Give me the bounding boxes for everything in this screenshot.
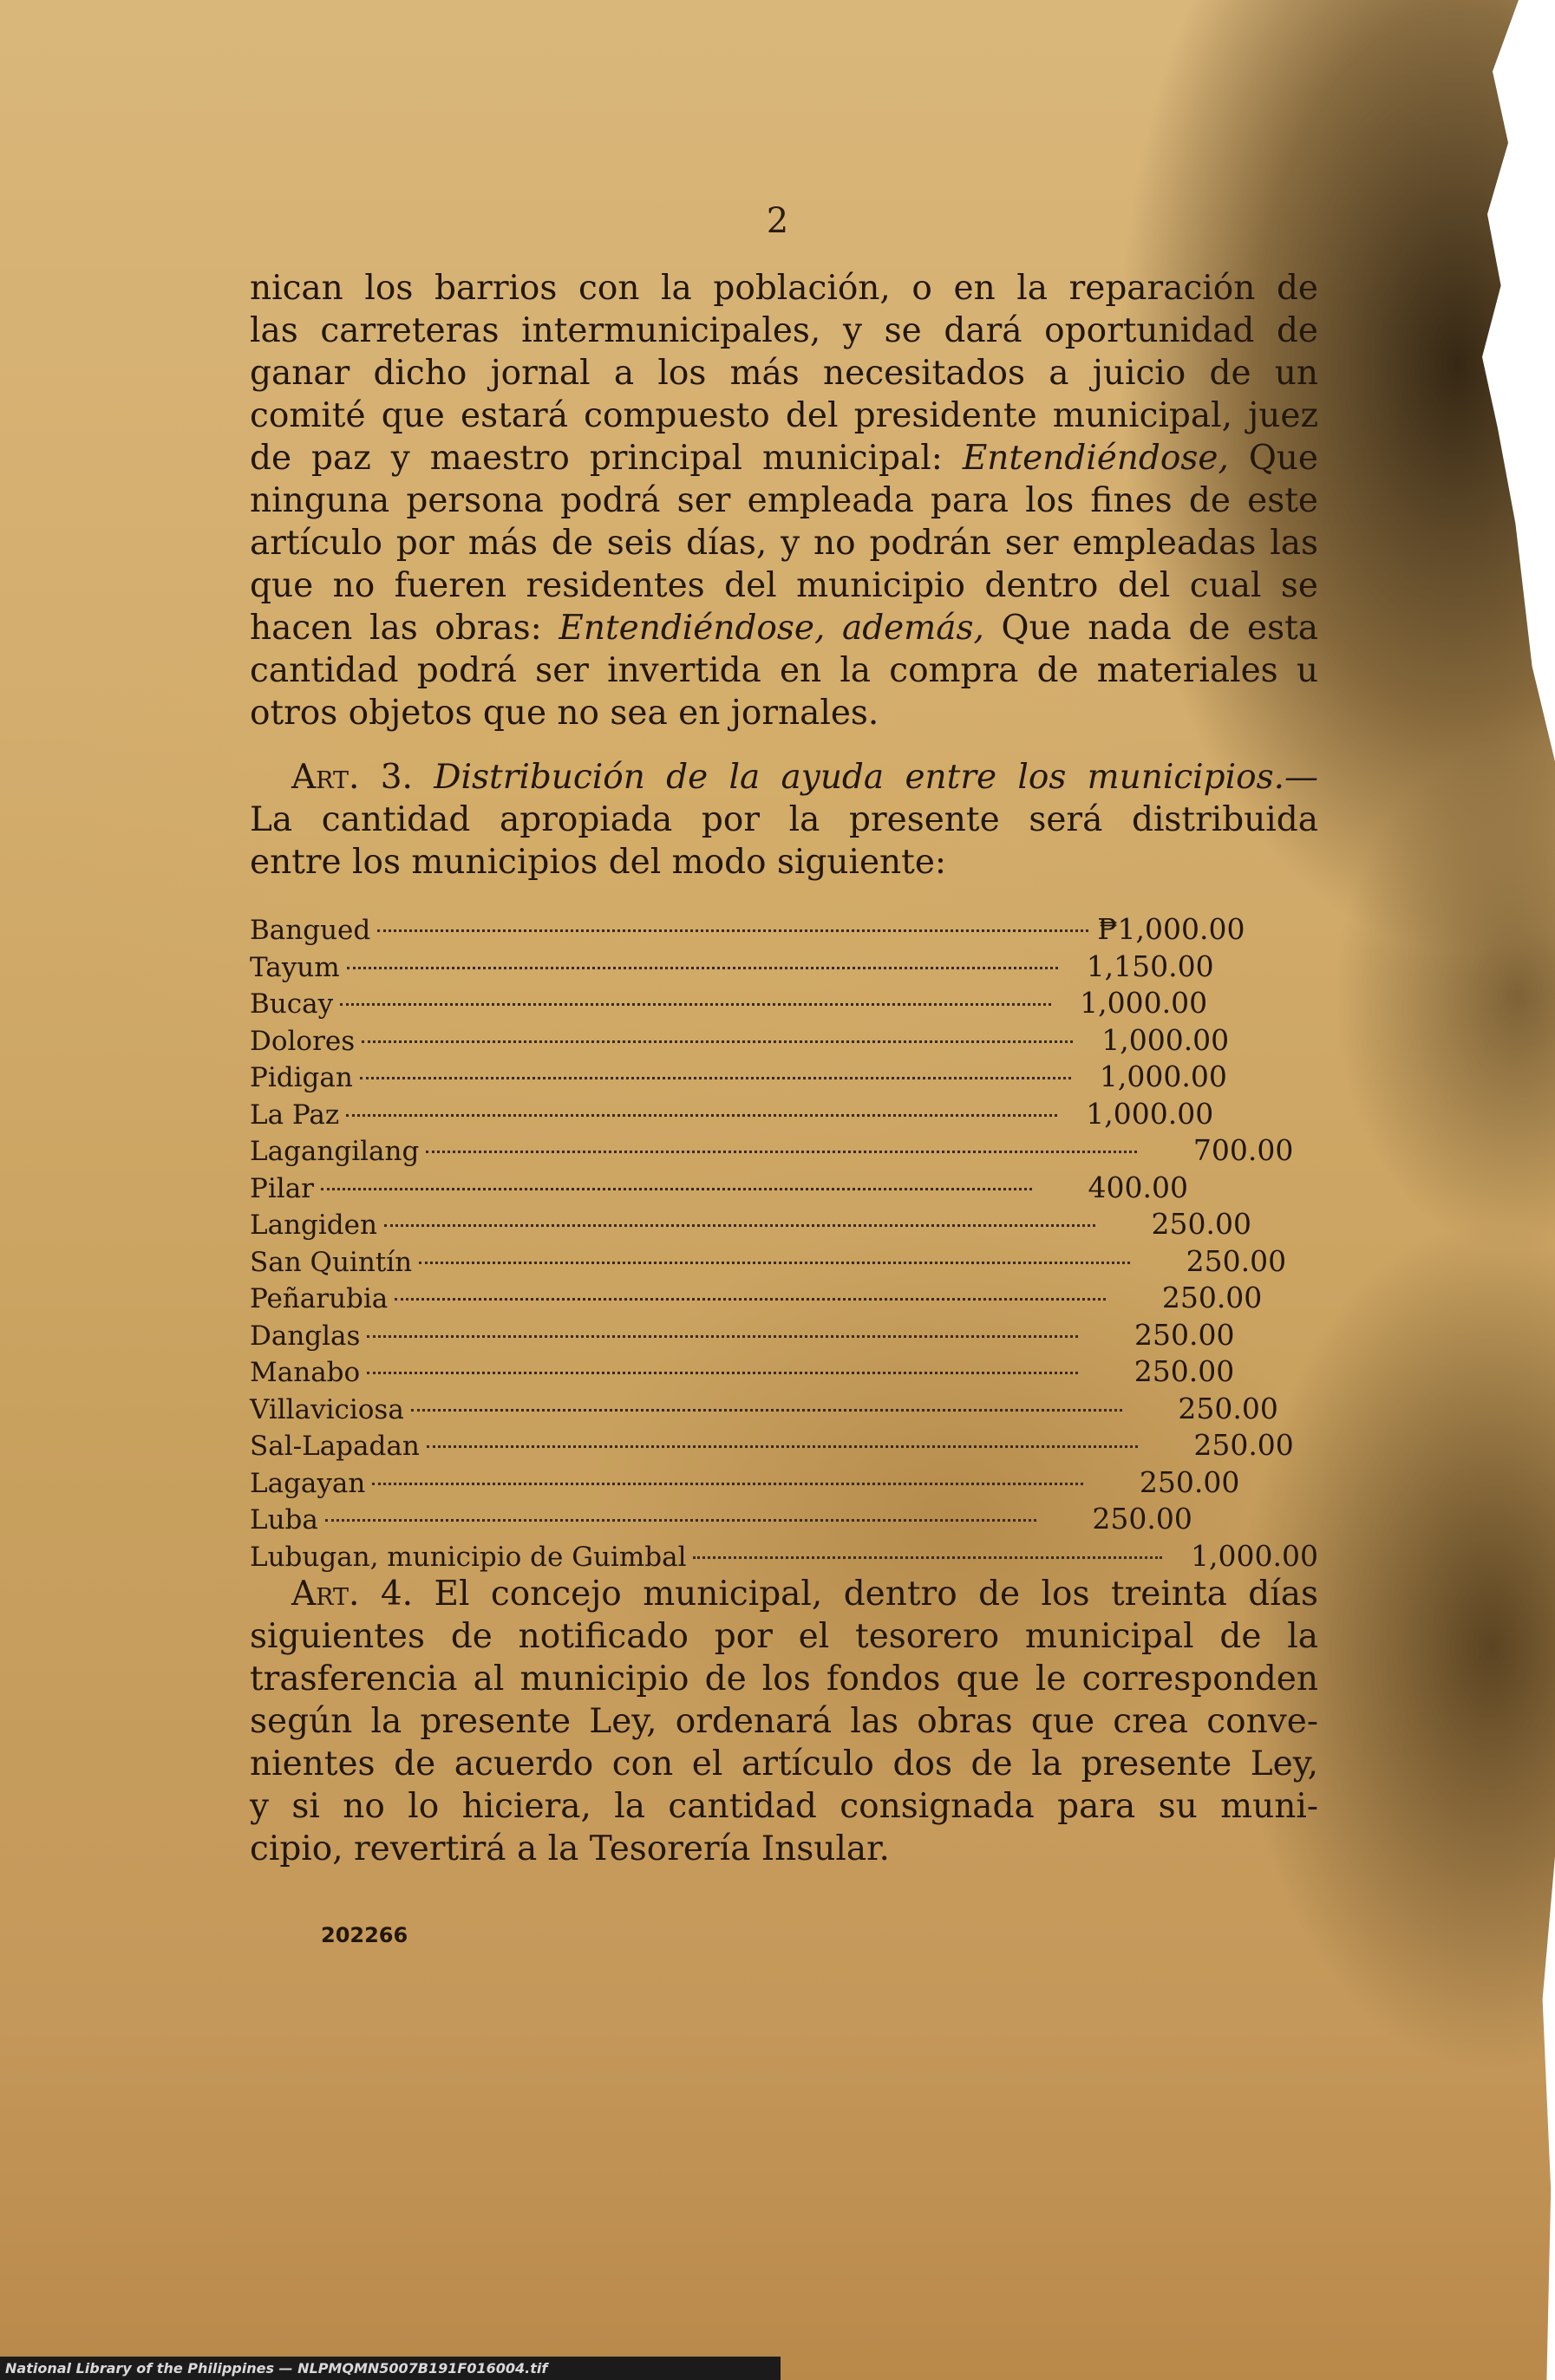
municipality-name: Langiden: [250, 1210, 377, 1241]
article-label: Art. 3.: [291, 758, 413, 797]
municipality-name: Luba: [250, 1504, 318, 1536]
distribution-row: [250, 949, 1318, 987]
dot-leader: [427, 1445, 1138, 1448]
municipality-name: Sal-Lapadan: [250, 1431, 420, 1462]
dot-leader: [321, 1188, 1032, 1190]
amount-value: 1,000.00: [1191, 1538, 1318, 1573]
dot-leader: [426, 1151, 1137, 1153]
distribution-row: [250, 1244, 1318, 1281]
distribution-row: [250, 1170, 1318, 1208]
municipality-name: Pidigan: [250, 1062, 353, 1093]
text-fragment: Que: [1248, 439, 1318, 478]
municipality-name: Pilar: [250, 1172, 314, 1204]
article-4: [250, 1573, 1318, 1870]
text-line: entre los municipios del modo siguiente:: [250, 843, 947, 882]
amount-value: 250.00: [1186, 1243, 1287, 1278]
municipality-name: Tayum: [250, 951, 340, 983]
municipality-name: Manabo: [250, 1357, 361, 1388]
amount-value: 250.00: [1151, 1207, 1251, 1241]
distribution-row: [250, 1465, 1318, 1503]
text-line: comité que estará compuesto del presidente municipal, juez: [250, 396, 1318, 435]
italic-fragment: Entendiéndose,: [962, 439, 1229, 478]
dot-leader: [360, 1077, 1071, 1079]
municipality-name: Bucay: [250, 988, 334, 1020]
archive-watermark: National Library of the Philippines — NLPMQMN5007B191F016004.tif: [0, 2357, 781, 2380]
text-line: ganar dicho jornal a los más necesitados a juicio de un: [250, 354, 1318, 393]
dot-leader: [362, 1040, 1073, 1043]
text-fragment: hacen las obras:: [250, 609, 542, 648]
text-line: las carreteras intermunicipales, y se dará oportunidad de: [250, 311, 1318, 350]
text-fragment: de paz y maestro principal municipal:: [250, 439, 943, 478]
municipality-name: Lagayan: [250, 1467, 366, 1499]
amount-value: 1,000.00: [1101, 1022, 1230, 1057]
amount-value: 250.00: [1161, 1281, 1263, 1314]
distribution-row: [250, 1318, 1318, 1355]
municipality-name: Peñarubia: [250, 1283, 389, 1314]
text-line: [250, 437, 1318, 479]
distribution-row: [250, 1023, 1318, 1060]
distribution-row: [250, 1281, 1318, 1318]
article-3: [250, 756, 1318, 884]
amount-value: ₱1,000.00: [1097, 912, 1245, 946]
distribution-row: [250, 1097, 1318, 1134]
text-line: según la presente Ley, ordenará las obras que crea conve-: [250, 1702, 1318, 1741]
text-line: ninguna persona podrá ser empleada para los fines de este: [250, 481, 1318, 520]
dot-leader: [377, 929, 1088, 932]
municipality-name: Danglas: [250, 1320, 361, 1352]
amount-value: 250.00: [1139, 1464, 1240, 1499]
dot-leader: [347, 967, 1058, 969]
distribution-row: [250, 1133, 1318, 1170]
municipality-name: La Paz: [250, 1099, 340, 1131]
distribution-row: [250, 1392, 1318, 1429]
amount-value: 1,150.00: [1086, 949, 1214, 983]
dot-leader: [395, 1298, 1106, 1301]
dot-leader: [325, 1519, 1036, 1522]
print-code: 202266: [321, 1923, 408, 1947]
torn-page-edge: [1451, 0, 1555, 2380]
text-line: [250, 607, 1318, 649]
dot-leader: [419, 1262, 1130, 1264]
amount-value: 250.00: [1134, 1317, 1235, 1352]
distribution-table: [250, 912, 1318, 1575]
distribution-row: [250, 1539, 1318, 1576]
text-line: cipio, revertirá a la Tesorería Insular.: [250, 1829, 890, 1868]
municipality-name: San Quintín: [250, 1246, 413, 1278]
text-line: cantidad podrá ser invertida en la compra de materiales u: [250, 651, 1318, 690]
text-line: que no fueren residentes del municipio dentro del cual se: [250, 566, 1318, 605]
amount-value: 700.00: [1192, 1133, 1294, 1167]
text-fragment: El concejo municipal, dentro de los treinta días: [434, 1575, 1318, 1614]
dot-leader: [367, 1372, 1078, 1374]
article-heading: [250, 1573, 1318, 1615]
distribution-row: [250, 986, 1318, 1023]
dot-leader: [372, 1483, 1083, 1485]
municipality-name: Lagangilang: [250, 1136, 420, 1167]
distribution-row: [250, 1060, 1318, 1097]
text-line: trasferencia al municipio de los fondos que le corresponden: [250, 1659, 1318, 1699]
municipality-name: Dolores: [250, 1025, 356, 1057]
article-title: Distribución de la ayuda entre los municipios.—: [434, 758, 1318, 797]
text-line: nientes de acuerdo con el artículo dos de la presente Ley,: [250, 1744, 1318, 1783]
distribution-row: [250, 912, 1318, 949]
distribution-row: [250, 1354, 1318, 1392]
amount-value: 400.00: [1088, 1170, 1188, 1204]
municipality-name: Bangued: [250, 915, 371, 946]
text-line: nican los barrios con la población, o en la reparación de: [250, 269, 1318, 308]
dot-leader: [384, 1224, 1095, 1227]
municipality-name: Villaviciosa: [250, 1393, 404, 1425]
amount-value: 250.00: [1092, 1502, 1192, 1536]
page-number: 2: [766, 201, 789, 241]
paragraph-continuation: [250, 267, 1318, 734]
dot-leader: [367, 1335, 1078, 1338]
text-line: otros objetos que no sea en jornales.: [250, 694, 879, 733]
distribution-row: [250, 1207, 1318, 1244]
article-label: Art. 4.: [291, 1575, 414, 1614]
text-line: y si no lo hiciera, la cantidad consignada para su muni-: [250, 1787, 1318, 1826]
amount-value: 250.00: [1193, 1428, 1294, 1462]
dot-leader: [693, 1556, 1162, 1559]
amount-value: 250.00: [1178, 1391, 1278, 1425]
amount-value: 1,000.00: [1080, 986, 1208, 1020]
municipality-name: Lubugan, municipio de Guimbal: [250, 1541, 687, 1573]
distribution-row: [250, 1428, 1318, 1465]
text-line: siguientes de notificado por el tesorero municipal de la: [250, 1617, 1318, 1656]
dot-leader: [411, 1409, 1122, 1412]
dot-leader: [346, 1114, 1057, 1117]
text-fragment: Que nada de esta: [1001, 609, 1319, 648]
distribution-row: [250, 1502, 1318, 1539]
text-line: La cantidad apropiada por la presente será distribuida: [250, 800, 1318, 839]
amount-value: 1,000.00: [1099, 1060, 1227, 1093]
italic-fragment: Entendiéndose, además,: [559, 609, 984, 648]
article-heading: [250, 756, 1318, 799]
dot-leader: [340, 1003, 1051, 1006]
amount-value: 1,000.00: [1086, 1096, 1214, 1131]
amount-value: 250.00: [1134, 1354, 1235, 1388]
text-line: artículo por más de seis días, y no podrán ser empleadas las: [250, 524, 1318, 563]
